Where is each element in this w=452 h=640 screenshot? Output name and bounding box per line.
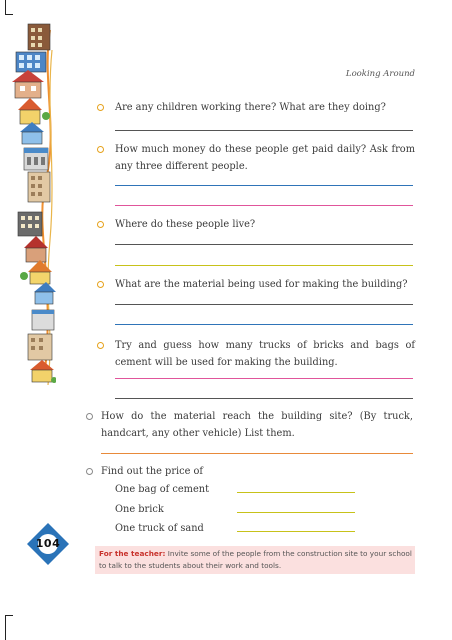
question-6: How do the material reach the building site? (By truck, handcart, any other vehicle) List them. [101,411,413,439]
answer-line [115,244,413,245]
answer-line [101,453,413,454]
crop-mark-top-left-h [5,14,13,15]
price-item-cement: One bag of cement [115,484,210,495]
bullet-icon [86,468,93,475]
question-1: Are any children working there? What are they doing? [115,102,386,113]
question-5: Try and guess how many trucks of bricks and bags of cement will be used for making the building. [115,340,415,368]
price-answer-line [237,492,355,493]
answer-line [115,130,413,131]
question-2: How much money do these people get paid daily? Ask from any three different people. [115,144,415,172]
running-title: Looking Around [345,69,415,79]
buildings-illustration [6,20,56,390]
crop-mark-top-left [5,0,6,14]
answer-line [115,324,413,325]
crop-mark-bottom-left-h [5,615,13,616]
bullet-icon [86,413,93,420]
question-3: Where do these people live? [115,219,256,230]
price-item-brick: One brick [115,504,164,515]
teacher-note-lead: For the teacher: [99,549,166,558]
page-number: 104 [35,537,61,550]
answer-line [115,265,413,266]
bullet-icon [97,281,104,288]
answer-line [115,205,413,206]
answer-line [115,398,413,399]
crop-mark-bottom-left [5,615,6,640]
answer-line [115,378,413,379]
bullet-icon [97,146,104,153]
question-4: What are the material being used for making the building? [115,279,408,290]
question-7: Find out the price of [101,466,204,477]
teacher-note-text: Invite some of the people from the construction site to your school to talk to the students about their work and tools. [99,549,412,570]
price-answer-line [237,531,355,532]
price-answer-line [237,512,355,513]
bullet-icon [97,221,104,228]
answer-line [115,185,413,186]
teacher-note [95,546,415,574]
bullet-icon [97,104,104,111]
answer-line [115,304,413,305]
bullet-icon [97,342,104,349]
price-item-sand: One truck of sand [115,523,204,534]
